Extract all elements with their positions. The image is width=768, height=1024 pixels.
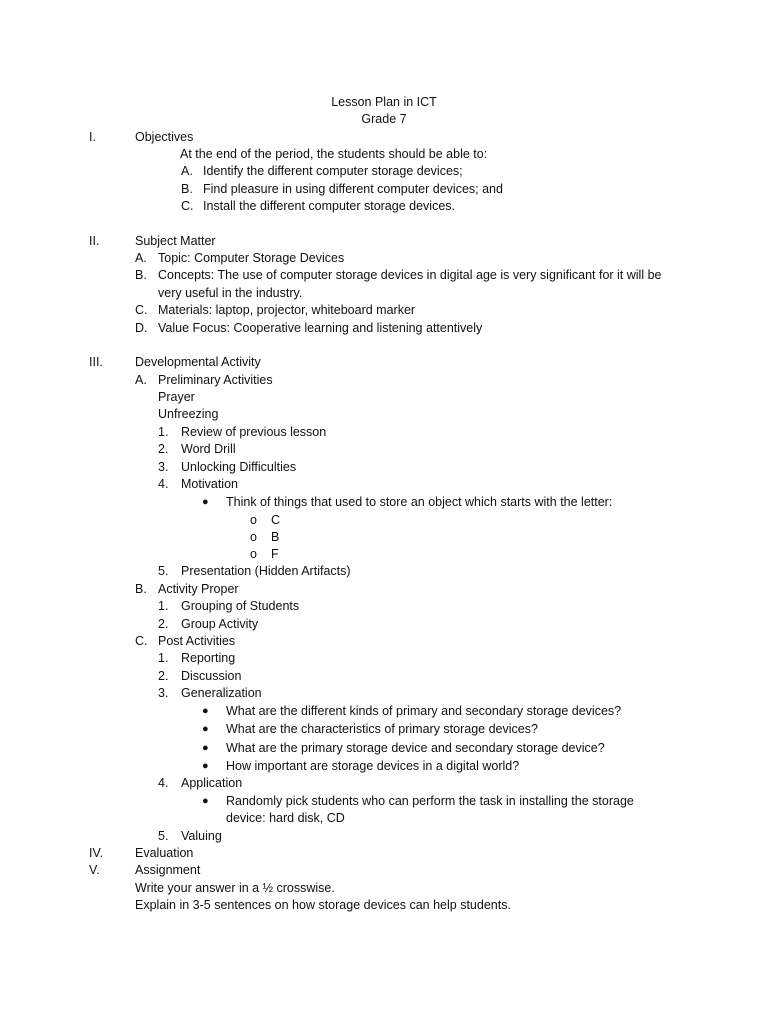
step-number: 5. [158, 829, 169, 843]
section-heading-objectives: Objectives [135, 130, 194, 144]
step-number: 5. [158, 564, 169, 578]
step-number: 2. [158, 617, 169, 631]
application-bullet-continuation: device: hard disk, CD [226, 811, 345, 825]
generalization-question: What are the different kinds of primary and secondary storage devices? [226, 704, 622, 718]
subject-item: Concepts: The use of computer storage devices in digital age is very significant for it will be [158, 268, 662, 282]
step-number: 1. [158, 599, 169, 613]
list-marker: B. [181, 182, 193, 196]
circle-bullet-icon: o [250, 530, 257, 544]
letter-item: C [271, 513, 281, 527]
section-heading-evaluation: Evaluation [135, 846, 194, 860]
step-number: 2. [158, 669, 169, 683]
document-subtitle: Grade 7 [361, 112, 407, 126]
step-number: 4. [158, 776, 169, 790]
list-marker: B. [135, 268, 147, 282]
generalization-question: What are the primary storage device and secondary storage device? [226, 741, 605, 755]
bullet-icon: ● [202, 795, 209, 807]
letter-item: F [271, 547, 279, 561]
step-item: Unlocking Difficulties [181, 460, 297, 474]
section-number-developmental-activity: III. [89, 355, 103, 369]
subject-item-continuation: very useful in the industry. [158, 286, 303, 300]
list-marker: A. [181, 164, 193, 178]
list-marker: B. [135, 582, 147, 596]
list-marker: A. [135, 251, 147, 265]
step-item: Motivation [181, 477, 238, 491]
generalization-question: How important are storage devices in a digital world? [226, 759, 520, 773]
step-number: 2. [158, 442, 169, 456]
step-item: Reporting [181, 651, 236, 665]
circle-bullet-icon: o [250, 513, 257, 527]
step-item: Word Drill [181, 442, 236, 456]
list-marker: C. [135, 303, 148, 317]
unfreezing-label: Unfreezing [158, 407, 219, 421]
section-number-objectives: I. [89, 130, 96, 144]
objective-item: Find pleasure in using different computer devices; and [203, 182, 503, 196]
section-heading-subject-matter: Subject Matter [135, 234, 216, 248]
application-bullet-text: Randomly pick students who can perform the task in installing the storage [226, 794, 634, 808]
document-title: Lesson Plan in ICT [331, 95, 437, 109]
objective-item: Identify the different computer storage devices; [203, 164, 463, 178]
step-item: Grouping of Students [181, 599, 300, 613]
step-number: 3. [158, 460, 169, 474]
section-heading-assignment: Assignment [135, 863, 201, 877]
generalization-question: What are the characteristics of primary storage devices? [226, 722, 538, 736]
step-number: 1. [158, 651, 169, 665]
objective-item: Install the different computer storage devices. [203, 199, 455, 213]
assignment-line: Explain in 3-5 sentences on how storage devices can help students. [135, 898, 511, 912]
subject-item: Value Focus: Cooperative learning and listening attentively [158, 321, 483, 335]
section-heading-developmental-activity: Developmental Activity [135, 355, 261, 369]
step-item: Application [181, 776, 243, 790]
step-item: Valuing [181, 829, 222, 843]
step-item: Review of previous lesson [181, 425, 327, 439]
step-number: 4. [158, 477, 169, 491]
prayer-label: Prayer [158, 390, 195, 404]
step-item: Group Activity [181, 617, 259, 631]
subject-item: Materials: laptop, projector, whiteboard marker [158, 303, 416, 317]
bullet-icon: ● [202, 742, 209, 754]
step-number: 1. [158, 425, 169, 439]
list-marker: D. [135, 321, 148, 335]
section-number-evaluation: IV. [89, 846, 104, 860]
subsection-label-activity-proper: Activity Proper [158, 582, 239, 596]
section-number-assignment: V. [89, 863, 100, 877]
subject-item: Topic: Computer Storage Devices [158, 251, 345, 265]
bullet-icon: ● [202, 496, 209, 508]
section-number-subject-matter: II. [89, 234, 100, 248]
subsection-label-post-activities: Post Activities [158, 634, 236, 648]
assignment-line: Write your answer in a ½ crosswise. [135, 881, 335, 895]
list-marker: A. [135, 373, 147, 387]
list-marker: C. [135, 634, 148, 648]
step-item: Discussion [181, 669, 242, 683]
subsection-label-preliminary: Preliminary Activities [158, 373, 273, 387]
step-number: 3. [158, 686, 169, 700]
step-item: Generalization [181, 686, 262, 700]
objectives-intro: At the end of the period, the students should be able to: [180, 147, 488, 161]
motivation-bullet-text: Think of things that used to store an object which starts with the letter: [226, 495, 613, 509]
list-marker: C. [181, 199, 194, 213]
bullet-icon: ● [202, 723, 209, 735]
letter-item: B [271, 530, 280, 544]
circle-bullet-icon: o [250, 547, 257, 561]
step-item: Presentation (Hidden Artifacts) [181, 564, 351, 578]
bullet-icon: ● [202, 760, 209, 772]
bullet-icon: ● [202, 705, 209, 717]
